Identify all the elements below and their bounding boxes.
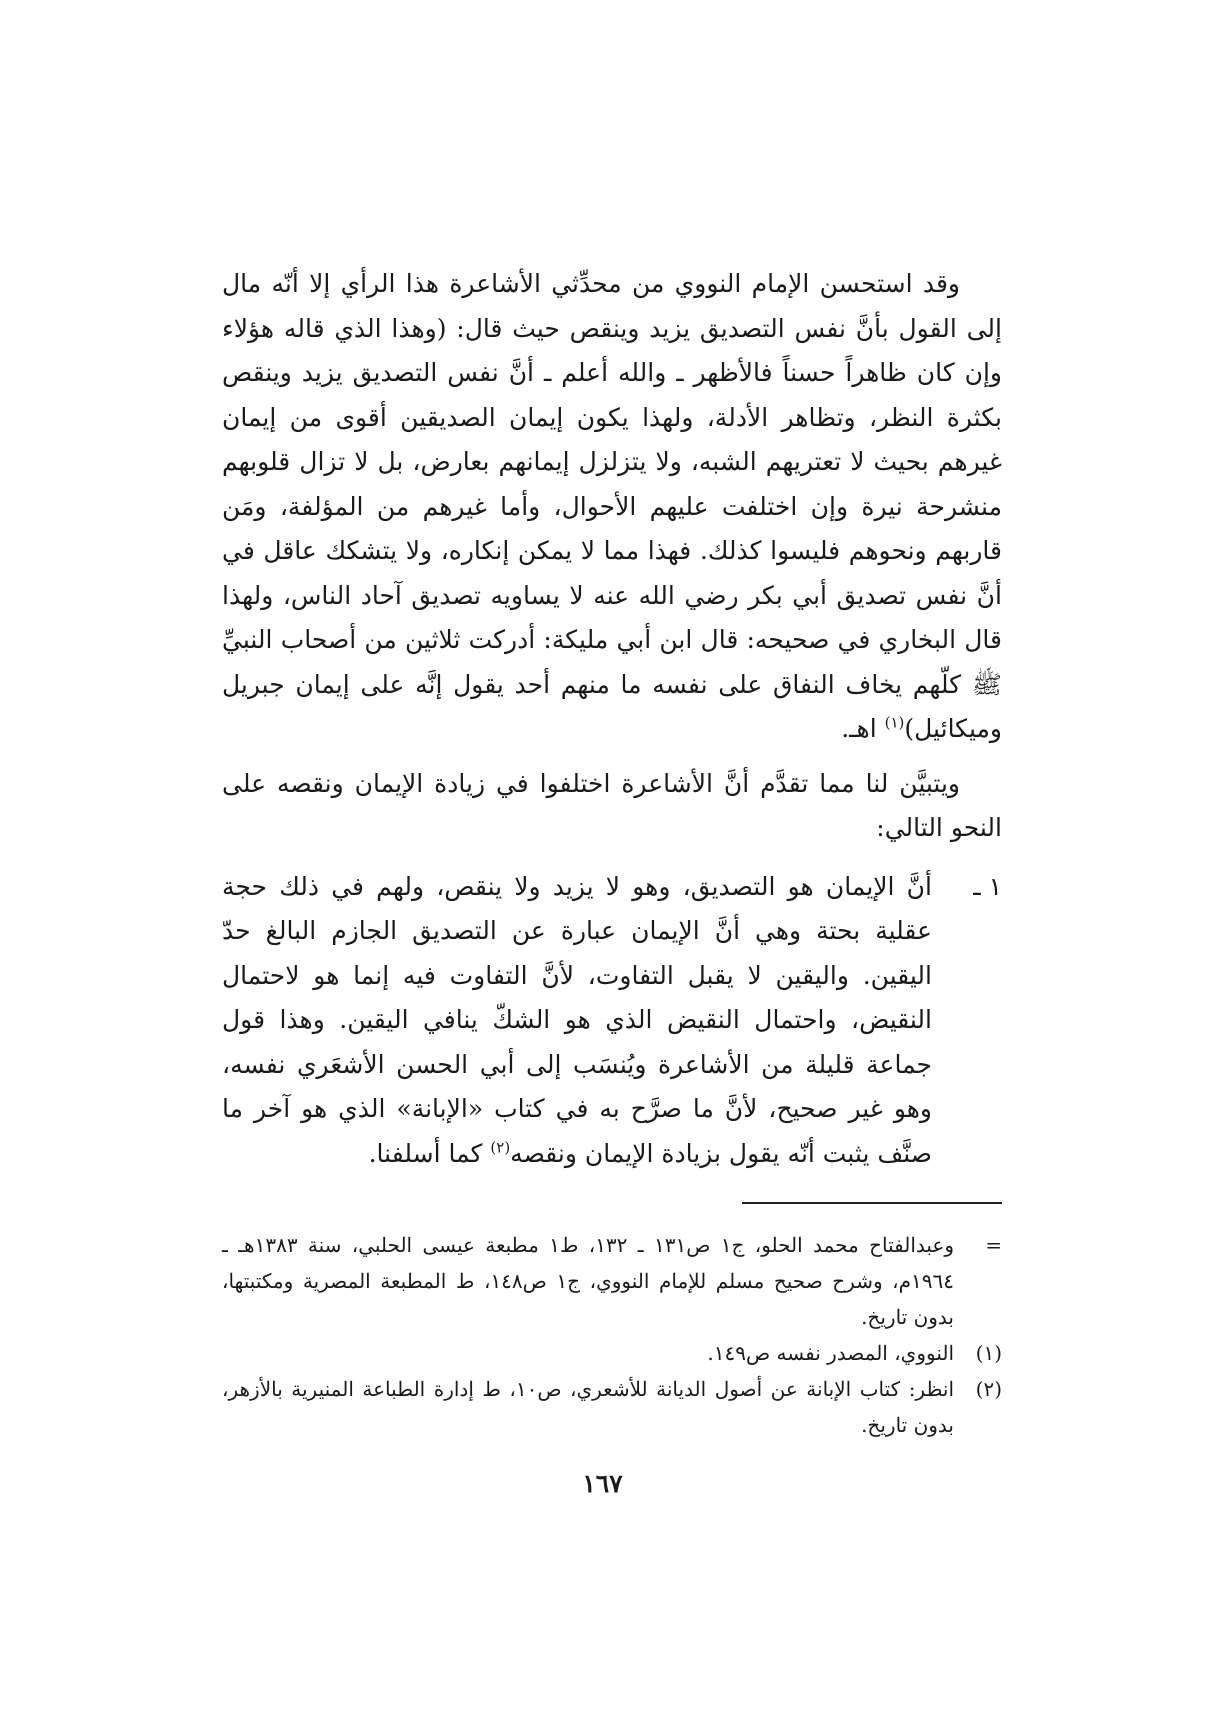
footnote-text: النووي، المصدر نفسه ص١٤٩. [707, 1341, 954, 1365]
footnote-mark: (١) [975, 1341, 1002, 1365]
footnote-text: وعبدالفتاح محمد الحلو، ج١ ص١٣١ ـ ١٣٢، ط١ مطبعة عيسى الحلبي، سنة ١٣٨٣هـ ـ ١٩٦٤م، وشرح صحيح مسلم للإمام النووي، ج١ ص١٤٨، ط المطبعة المصرية ومكتبتها، بدون تاريخ. [222, 1233, 954, 1329]
footnote-2 [222, 1371, 1002, 1443]
page-number: ١٦٧ [582, 1469, 623, 1498]
footnote-text: انظر: كتاب الإبانة عن أصول الديانة للأشعري، ص١٠، ط إدارة الطباعة المنيرية بالأزهر، بدون تاريخ. [222, 1377, 954, 1437]
footnote-continued [222, 1227, 1002, 1335]
paragraph-summary: ويتبيَّن لنا مما تقدَّم أنَّ الأشاعرة اختلفوا في زيادة الإيمان ونقصه على النحو التالي: [222, 768, 1002, 842]
numbered-item-1 [222, 865, 1002, 1177]
main-text [222, 262, 1002, 1176]
footnote-separator [742, 1202, 1002, 1204]
paragraph-nawawi-quote [222, 262, 1002, 752]
paragraph-end: اهـ. [841, 714, 885, 743]
footnote-ref-1: (١) [884, 713, 905, 732]
footnote-ref-2: (٢) [490, 1138, 511, 1157]
paragraph-text: وقد استحسن الإمام النووي من محدِّثي الأشاعرة هذا الرأي إلا أنّه مال إلى القول بأنَّ نفس التصديق يزيد وينقص حيث قال: (وهذا الذي قاله هؤلاء وإن كان ظاهراً حسناً فالأظهر ـ والله أعلم ـ أنَّ نفس التصديق يزيد وينقص بكثرة النظر، وتظاهر الأدلة، ولهذا يكون إيمان الصديقين أقوى من إيمان غيرهم بحيث لا تعتريهم الشبه، ولا يتزلزل إيمانهم بعارض، بل لا تزال قلوبهم منشرحة نيرة وإن اختلفت عليهم الأحوال، وأما غيرهم من المؤلفة، ومَن قاربهم ونحوهم فليسوا كذلك. فهذا مما لا يمكن إنكاره، ولا يتشكك عاقل في أنَّ نفس تصديق أبي بكر رضي الله عنه لا يساويه تصديق آحاد الناس، ولهذا قال البخاري في صحيحه: قال ابن أبي مليكة: أدركت ثلاثين من أصحاب النبيِّ ﷺ كلّهم يخاف النفاق على نفسه ما منهم أحد يقول إنَّه على إيمان جبريل وميكائيل) [222, 269, 1002, 743]
item-end: كما أسلفنا. [368, 1138, 491, 1168]
footnote-1 [222, 1335, 1002, 1371]
footnote-mark: = [985, 1233, 1002, 1257]
item-body: أنَّ الإيمان هو التصديق، وهو لا يزيد ولا ينقص، ولهم في ذلك حجة عقلية بحتة وهي أنَّ الإيمان عبارة عن التصديق الجازم البالغ حدّ اليقين. واليقين لا يقبل التفاوت، لأنَّ التفاوت فيه إنما هو لاحتمال النقيض، واحتمال النقيض الذي هو الشكّ ينافي اليقين. وهذا قول جماعة قليلة من الأشاعرة ويُنسَب إلى أبي الحسن الأشعَري نفسه، وهو غير صحيح، لأنَّ ما صرَّح به في كتاب «الإبانة» الذي هو آخر ما صنَّف يثبت أنّه يقول بزيادة الإيمان ونقصه [222, 871, 932, 1168]
footnote-mark: (٢) [975, 1377, 1002, 1401]
item-number: ١ ـ [973, 871, 1002, 901]
paragraph-gap [222, 752, 1002, 762]
footnotes [222, 1227, 1002, 1443]
item-text [222, 865, 932, 1177]
